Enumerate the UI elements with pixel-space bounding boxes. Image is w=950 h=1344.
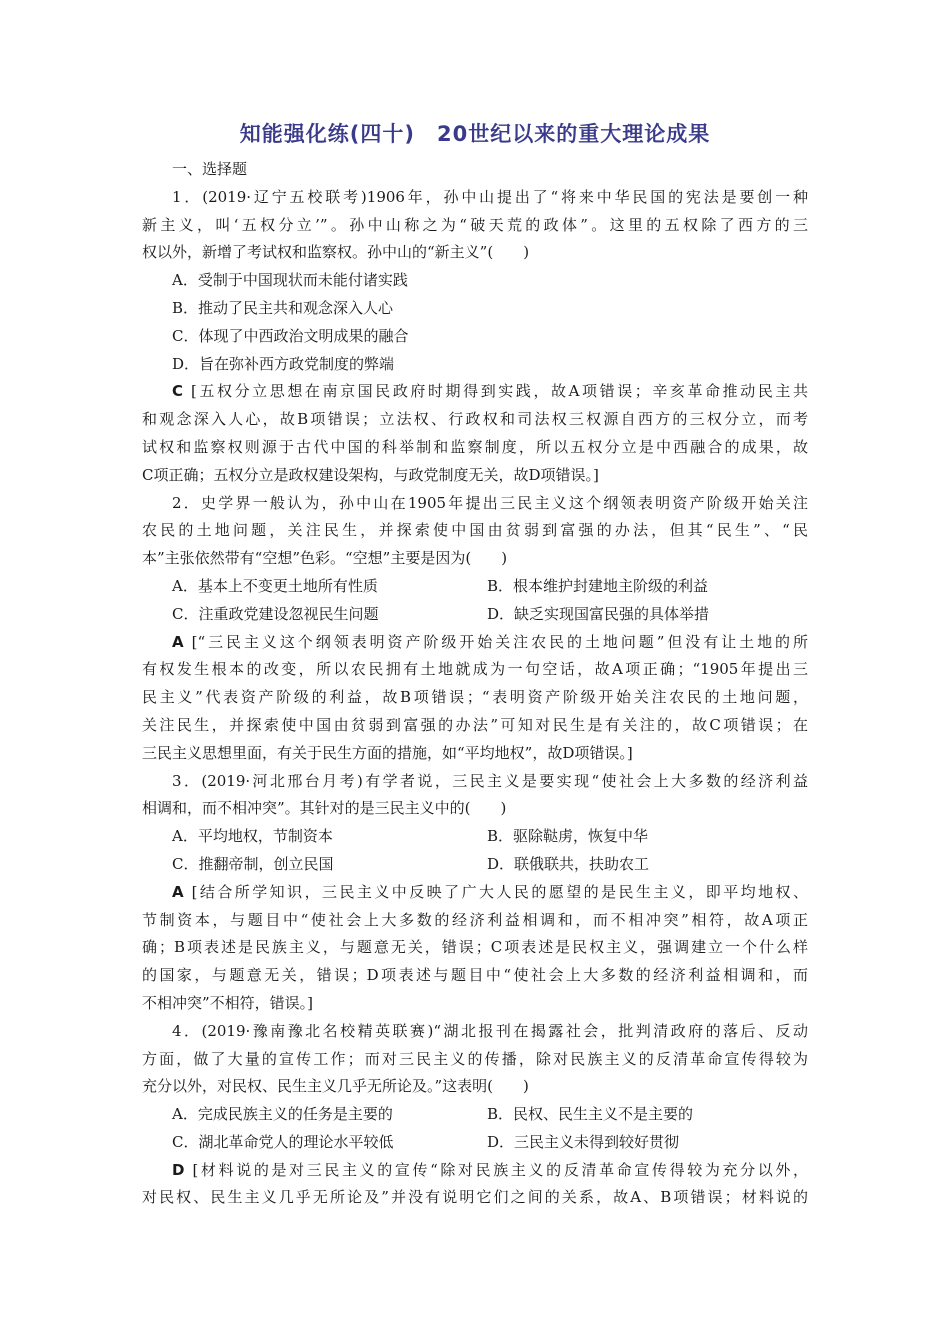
explanation-line: 对民权、民生主义几乎无所论及”并没有说明它们之间的关系，故A、B项错误；材料说的 bbox=[142, 1188, 808, 1207]
option-d: D．三民主义未得到较好贯彻 bbox=[487, 1132, 680, 1151]
option-c: C．湖北革命党人的理论水平较低 bbox=[172, 1132, 394, 1151]
question-2 bbox=[142, 490, 808, 768]
explanation-line: 不相冲突”不相符，错误。] bbox=[142, 993, 314, 1012]
explanation-line: 关注民生，并探索使中国由贫弱到富强的办法”可知对民生是有关注的，故C项错误；在 bbox=[142, 715, 808, 734]
question-stem-line: 2．史学界一般认为，孙中山在1905年提出三民主义这个纲领表明资产阶级开始关注 bbox=[172, 493, 808, 512]
explanation-line bbox=[142, 879, 808, 907]
explanation-line bbox=[142, 378, 808, 406]
explanation-line: C项正确；五权分立是政权建设架构，与政党制度无关，故D项错误。] bbox=[142, 465, 599, 484]
option-b: B．民权、民生主义不是主要的 bbox=[487, 1105, 694, 1124]
option-d: D．旨在弥补西方政党制度的弊端 bbox=[172, 354, 395, 373]
explanation-line: 和观念深入人心，故B项错误；立法权、行政权和司法权三权源自西方的三权分立，而考 bbox=[142, 410, 808, 429]
question-stem-line: 3．(2019·河北邢台月考)有学者说，三民主义是要实现“使社会上大多数的经济利益 bbox=[172, 771, 808, 790]
explanation-line: 有权发生根本的改变，所以农民拥有土地就成为一句空话，故A项正确；“1905年提出三 bbox=[142, 660, 808, 679]
question-stem-line: 权以外，新增了考试权和监察权。孙中山的“新主义”( ) bbox=[142, 243, 530, 262]
option-b: B．根本维护封建地主阶级的利益 bbox=[487, 576, 709, 595]
option-a: A．基本上不变更土地所有性质 bbox=[172, 576, 378, 595]
options-row bbox=[142, 823, 808, 851]
options-row bbox=[142, 573, 808, 601]
question-4 bbox=[142, 1018, 808, 1213]
option-d: D．缺乏实现国富民强的具体举措 bbox=[487, 604, 710, 623]
explanation-text: [材料说的是对三民主义的宣传“除对民族主义的反清革命宣传得较为充分以外， bbox=[192, 1160, 808, 1179]
document-title: 知能强化练(四十) 20世纪以来的重大理论成果 bbox=[239, 122, 711, 146]
explanation-line bbox=[142, 629, 808, 657]
question-stem-line: 新主义，叫‘五权分立’”。孙中山称之为“破天荒的政体”。这里的五权除了西方的三 bbox=[142, 215, 808, 234]
question-stem-line: 农民的土地问题，关注民生，并探索使中国由贫弱到富强的办法，但其“民生”、“民 bbox=[142, 521, 808, 540]
question-1 bbox=[142, 184, 808, 490]
question-stem-line: 4．(2019·豫南豫北名校精英联赛)“湖北报刊在揭露社会，批判清政府的落后、反动 bbox=[172, 1021, 808, 1040]
options-row bbox=[142, 1101, 808, 1129]
explanation-line: 节制资本，与题目中“使社会上大多数的经济利益相调和，而不相冲突”相符，故A项正 bbox=[142, 910, 808, 929]
explanation-line: 民主义”代表资产阶级的利益，故B项错误；“表明资产阶级开始关注农民的土地问题， bbox=[142, 688, 808, 707]
explanation-line: 三民主义思想里面，有关于民生方面的措施，如“平均地权”，故D项错误。] bbox=[142, 743, 633, 762]
option-d: D．联俄联共，扶助农工 bbox=[487, 854, 650, 873]
options-row bbox=[142, 1129, 808, 1157]
option-c: C．推翻帝制，创立民国 bbox=[172, 854, 334, 873]
explanation-line bbox=[142, 1157, 808, 1185]
answer-letter: A bbox=[172, 882, 184, 901]
option-b: B．推动了民主共和观念深入人心 bbox=[172, 298, 394, 317]
answer-letter: A bbox=[172, 632, 184, 651]
options-row bbox=[142, 851, 808, 879]
section-heading: 一、选择题 bbox=[172, 160, 248, 178]
explanation-text: [五权分立思想在南京国民政府时期得到实践，故A项错误；辛亥革命推动民主共 bbox=[191, 382, 808, 401]
question-stem-line: 本”主张依然带有“空想”色彩。“空想”主要是因为( ) bbox=[142, 549, 508, 568]
option-c: C．体现了中西政治文明成果的融合 bbox=[172, 326, 409, 345]
option-b: B．驱除鞑虏，恢复中华 bbox=[487, 827, 649, 846]
question-stem-line: 充分以外，对民权、民生主义几乎无所论及。”这表明( ) bbox=[142, 1077, 529, 1096]
document-body bbox=[142, 156, 808, 1212]
option-a: A．平均地权，节制资本 bbox=[172, 827, 333, 846]
option-c: C．注重政党建设忽视民生问题 bbox=[172, 604, 379, 623]
question-3 bbox=[142, 768, 808, 1018]
question-stem-line: 相调和，而不相冲突”。其针对的是三民主义中的( ) bbox=[142, 799, 507, 818]
answer-letter: D bbox=[172, 1160, 185, 1179]
explanation-text: [结合所学知识，三民主义中反映了广大人民的愿望的是民生主义，即平均地权、 bbox=[191, 882, 808, 901]
answer-letter: C bbox=[172, 382, 184, 401]
explanation-line: 的国家，与题意无关，错误；D项表述与题目中“使社会上大多数的经济利益相调和，而 bbox=[142, 966, 808, 985]
explanation-text: [“三民主义这个纲领表明资产阶级开始关注农民的土地问题”但没有让土地的所 bbox=[191, 632, 808, 651]
option-a: A．受制于中国现状而未能付诸实践 bbox=[172, 271, 408, 290]
options-row bbox=[142, 601, 808, 629]
question-stem-line: 方面，做了大量的宣传工作；而对三民主义的传播，除对民族主义的反清革命宣传得较为 bbox=[142, 1049, 808, 1068]
option-a: A．完成民族主义的任务是主要的 bbox=[172, 1105, 393, 1124]
explanation-line: 确；B项表述是民族主义，与题意无关，错误；C项表述是民权主义，强调建立一个什么样 bbox=[142, 938, 808, 957]
question-stem-line: 1．(2019·辽宁五校联考)1906年，孙中山提出了“将来中华民国的宪法是要创一种 bbox=[172, 187, 808, 206]
explanation-line: 试权和监察权则源于古代中国的科举制和监察制度，所以五权分立是中西融合的成果，故 bbox=[142, 437, 808, 456]
